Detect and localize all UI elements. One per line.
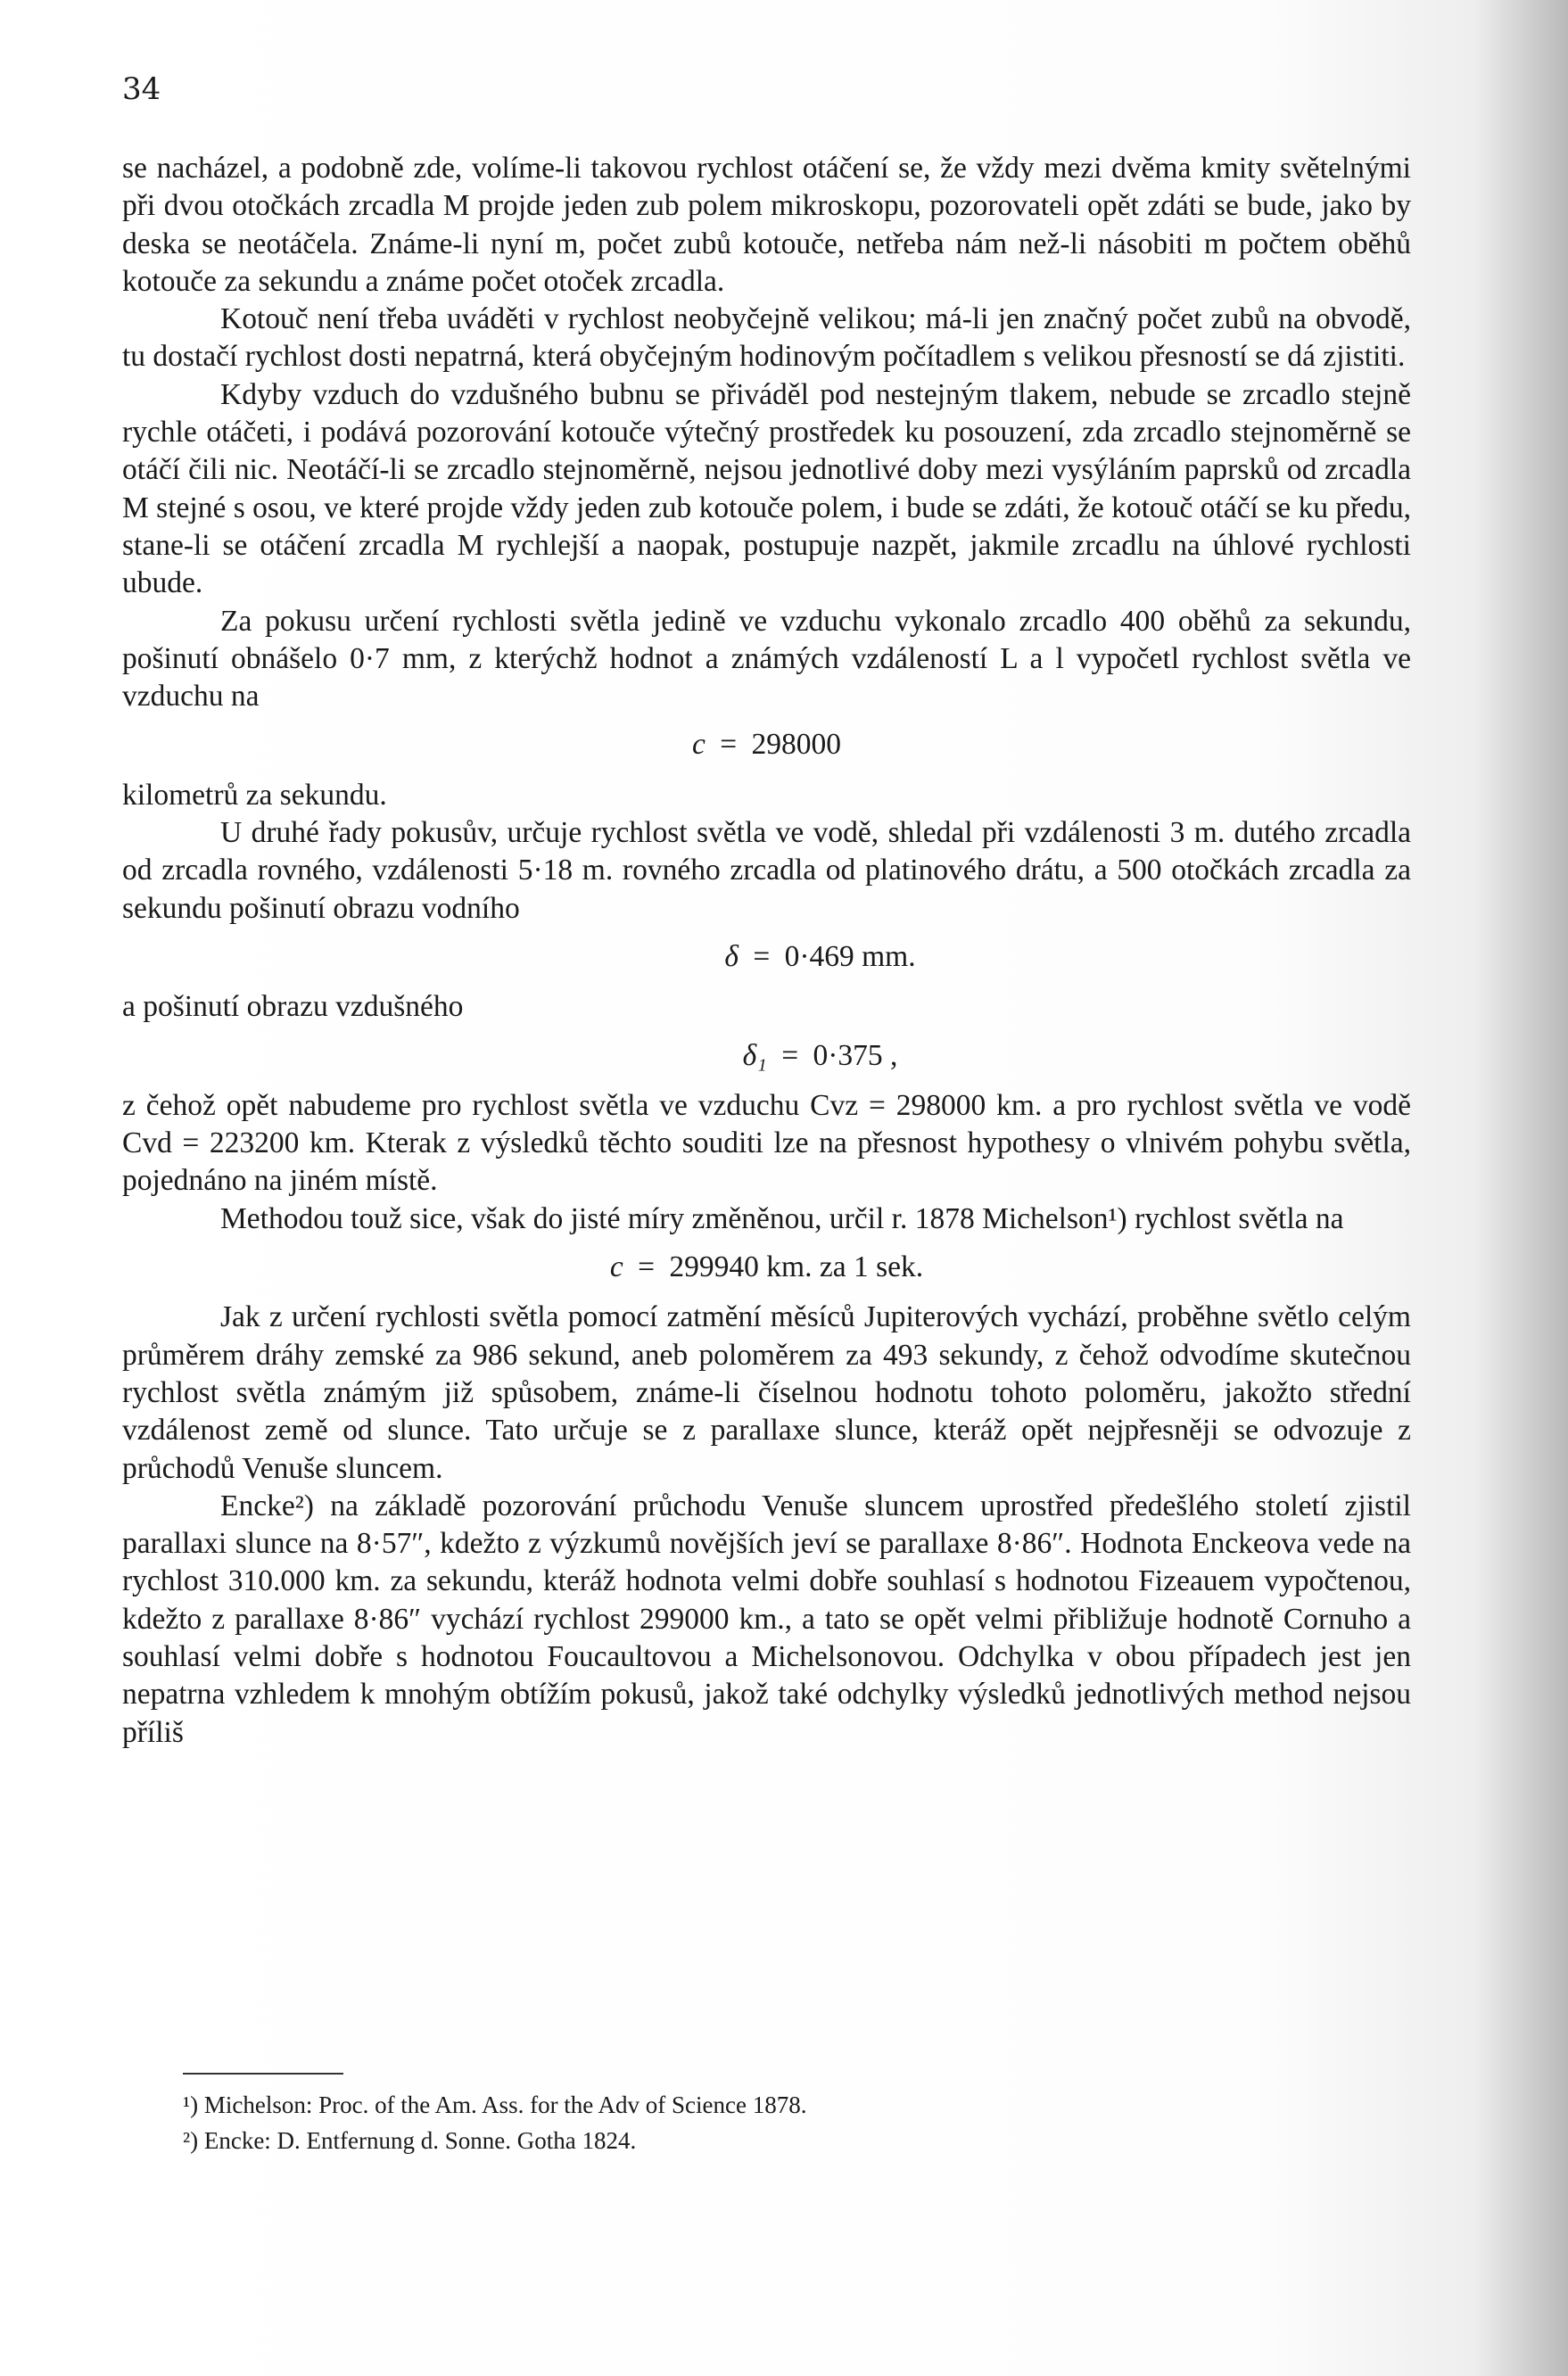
equation-delta-water xyxy=(122,938,1411,976)
footnote-2: ²) Encke: D. Entfernung d. Sonne. Gotha 1824. xyxy=(183,2127,637,2154)
equation-delta-air xyxy=(122,1037,1411,1075)
equation-lhs: c xyxy=(609,1250,623,1284)
equation-lhs: δ xyxy=(724,939,739,973)
paragraph-2: Kotouč není třeba uváděti v rychlost neobyčejně velikou; má-li jen značný počet zubů na obvodě, tu dostačí rychlost dosti nepatrná, která obyčejným hodinovým počítadlem s velikou přesností se dá zjistiti. xyxy=(122,302,1411,374)
paragraph-3: Kdyby vzduch do vzdušného bubnu se přiváděl pod nestejným tlakem, nebude se zrcadlo stejně rychle otáčeti, i podává pozorování kotouče výtečný prostředek ku posouzení, zda zrcadlo stejnoměrně se otáčí čili nic. Neotáčí-li se zrcadlo stejnoměrně, nejsou jednotlivé doby mezi vysýláním paprsků od zrcadla M stejné s osou, ve které projde vždy jeden zub kotouče polem, i bude se zdáti, že kotouč otáčí se ku předu, stane-li se otáčení zrcadla M rychlejší a naopak, postupuje nazpět, jakmile zrcadlu na úhlové rychlosti ubude. xyxy=(122,377,1411,600)
equation-c-michelson xyxy=(122,1249,1411,1286)
equation-rhs: 298000 xyxy=(751,728,842,762)
paragraph-6: U druhé řady pokusův, určuje rychlost světla ve vodě, shledal při vzdálenosti 3 m. dutého zrcadla od zrcadla rovného, vzdálenosti 5·18 m. rovného zrcadla od platinového drátu, a 500 otočkách zrcadla za sekundu pošinutí obrazu vodního xyxy=(122,816,1411,925)
paragraph-4: Za pokusu určení rychlosti světla jedině ve vzduchu vykonalo zrcadlo 400 oběhů za sekundu, pošinutí obnášelo 0·7 mm, z kterýchž hodnot a známých vzdáleností L a l vypočetl rychlost světla ve vzduchu na xyxy=(122,604,1411,714)
body-text xyxy=(122,150,1411,1752)
equation-op: = xyxy=(781,1038,799,1072)
equation-lhs: c xyxy=(691,728,706,762)
paragraph-11: Encke²) na základě pozorování průchodu Venuše sluncem uprostřed předešlého století zjistil parallaxi slunce na 8·57″, kdežto z výzkumů novějších jeví se parallaxe 8·86″. Hodnota Enckeova vede na rychlost 310.000 km. za sekundu, kteráž hodnota velmi dobře souhlasí s hodnotou Fizeauem vypočtenou, kdežto z parallaxe 8·86″ vychází rychlost 299000 km., a tato se opět velmi přibližuje hodnotě Cornuho a souhlasí velmi dobře s hodnotou Foucaultovou a Michelsonovou. Odchylka v obou případech jest jen nepatrna vzhledem k mnohým obtížím pokusů, jakož také odchylky výsledků jednotlivých method nejsou příliš xyxy=(122,1489,1411,1749)
paragraph-1: se nacházel, a podobně zde, volíme-li takovou rychlost otáčení se, že vždy mezi dvěma kmity světelnými při dvou otočkách zrcadla M projde jeden zub polem mikroskopu, pozorovateli opět zdáti se bude, jako by deska se neotáčela. Známe-li nyní m, počet zubů kotouče, netřeba nám než-li násobiti m počtem oběhů kotouče za sekundu a známe počet otoček zrcadla. xyxy=(122,152,1411,298)
equation-op: = xyxy=(720,728,738,762)
equation-c-air xyxy=(122,726,1411,763)
footnote-divider xyxy=(183,2073,343,2075)
footnotes xyxy=(183,2087,1342,2158)
equation-rhs: 0·375 , xyxy=(813,1038,898,1072)
paragraph-7: a pošinutí obrazu vzdušného xyxy=(122,990,464,1024)
equation-lhs: δ₁ xyxy=(742,1038,767,1072)
equation-rhs: 0·469 mm. xyxy=(784,939,916,973)
equation-op: = xyxy=(753,939,771,973)
paragraph-5: kilometrů za sekundu. xyxy=(122,778,387,812)
page-number: 34 xyxy=(122,71,161,107)
equation-op: = xyxy=(638,1250,656,1284)
equation-rhs: 299940 km. za 1 sek. xyxy=(669,1250,924,1284)
paragraph-10: Jak z určení rychlosti světla pomocí zatmění měsíců Jupiterových vychází, proběhne světlo celým průměrem dráhy zemské za 986 sekund, aneb poloměrem za 493 sekundy, z čehož odvodíme skutečnou rychlost světla známým již spůsobem, známe-li číselnou hodnotu tohoto poloměru, jakožto střední vzdálenost země od slunce. Tato určuje se z parallaxe slunce, kteráž opět nejpřesněji se odvozuje z průchodů Venuše sluncem. xyxy=(122,1300,1411,1485)
paragraph-9: Methodou touž sice, však do jisté míry změněnou, určil r. 1878 Michelson¹) rychlost světla na xyxy=(220,1201,1344,1235)
paragraph-8: z čehož opět nabudeme pro rychlost světla ve vzduchu Cvz = 298000 km. a pro rychlost světla ve vodě Cvd = 223200 km. Kterak z výsledků těchto souditi lze na přesnost hypothesy o vlnivém pohybu světla, pojednáno na jiném místě. xyxy=(122,1088,1411,1198)
footnote-1: ¹) Michelson: Proc. of the Am. Ass. for the Adv of Science 1878. xyxy=(183,2091,807,2118)
